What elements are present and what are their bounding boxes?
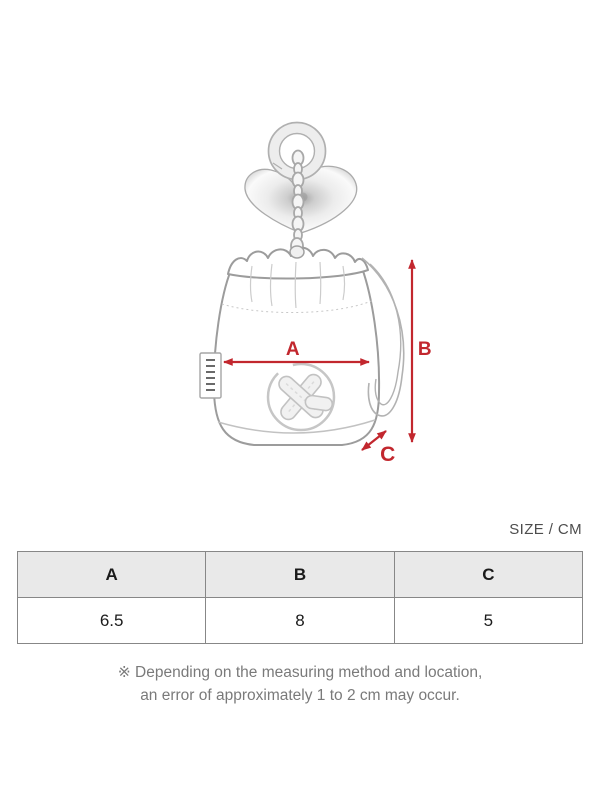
- disclaimer-line-2: an error of approximately 1 to 2 cm may occur.: [140, 687, 460, 704]
- size-table-value-row: [18, 598, 583, 644]
- logo-emblem-icon: [268, 364, 334, 430]
- measurement-disclaimer: [0, 661, 600, 707]
- size-table-value-b: 8: [206, 598, 394, 644]
- size-table-header-row: [18, 552, 583, 598]
- size-table-header-b: B: [206, 552, 394, 598]
- size-table-value-c: 5: [394, 598, 582, 644]
- size-table: [17, 551, 583, 644]
- brand-tag: [200, 353, 221, 398]
- size-table-header-c: C: [394, 552, 582, 598]
- size-table-value-a: 6.5: [18, 598, 206, 644]
- chain-icon: [291, 151, 304, 255]
- measure-label-a: A: [285, 339, 301, 360]
- size-table-header-a: A: [18, 552, 206, 598]
- measure-label-c: C: [380, 443, 396, 466]
- disclaimer-line-1: ※ Depending on the measuring method and location,: [117, 664, 483, 681]
- measure-label-b: B: [417, 339, 433, 360]
- size-unit-label: SIZE / CM: [509, 521, 582, 538]
